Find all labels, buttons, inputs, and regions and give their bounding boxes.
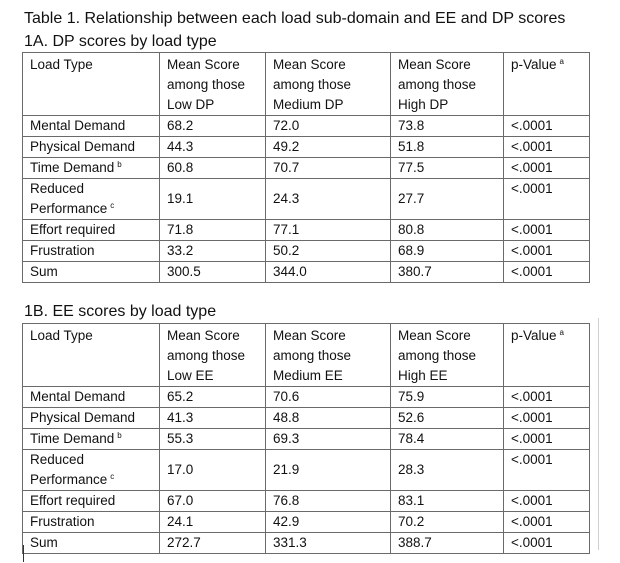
row-label-text: Frustration [30,514,95,529]
footnote-marker: b [117,159,122,169]
cell-p-value [504,533,590,554]
cell-value: <.0001 [511,181,553,196]
header-line: Low DP [167,97,215,112]
cell-value: 70.7 [273,160,300,175]
cell-value: 331.3 [273,535,307,550]
cell-value: 75.9 [398,389,425,404]
cell-value: 388.7 [398,535,432,550]
cell-medium [266,533,391,554]
cell-value: 272.7 [167,535,201,550]
cell-value: 77.1 [273,222,300,237]
cell-medium [266,512,391,533]
ee-scores-table [22,323,590,554]
header-line: High EE [398,368,448,383]
header-label: p-Value [511,328,557,343]
cell-medium [266,179,391,220]
cell-p-value [504,220,590,241]
cell-value: 19.1 [167,191,194,206]
cell-value: 60.8 [167,160,194,175]
table-row [23,533,590,554]
header-line: Medium EE [273,368,343,383]
cell-value: 71.8 [167,222,194,237]
row-label-text: Time Demand [30,160,115,175]
row-label [23,387,160,408]
table-a-caption: 1A. DP scores by load type [24,33,217,50]
header-load-type [23,53,160,116]
cell-value: 73.8 [398,118,425,133]
footnote-marker: a [559,327,564,337]
table-row [23,116,590,137]
cell-low [160,512,266,533]
header-low [160,53,266,116]
row-label-line: Reduced [30,181,85,196]
cell-high [391,512,504,533]
cell-p-value [504,387,590,408]
cell-value: <.0001 [511,493,553,508]
cell-value: 77.5 [398,160,425,175]
header-high [391,53,504,116]
row-label [23,262,160,283]
cell-value: 50.2 [273,243,300,258]
cell-value: 48.8 [273,410,300,425]
cell-value: 55.3 [167,431,194,446]
row-label [23,137,160,158]
row-label-text: Mental Demand [30,118,126,133]
cell-medium [266,262,391,283]
cell-high [391,220,504,241]
header-line: among those [273,77,352,92]
cell-value: 33.2 [167,243,194,258]
cell-p-value [504,158,590,179]
cell-value: 42.9 [273,514,300,529]
cell-medium [266,137,391,158]
header-line: Mean Score [398,57,471,72]
cell-value: 344.0 [273,264,307,279]
row-label-text: Mental Demand [30,389,126,404]
header-line: among those [273,348,352,363]
header-line: among those [167,348,246,363]
cell-low [160,491,266,512]
cell-p-value [504,262,590,283]
row-label [23,408,160,429]
footnote-marker: b [117,430,122,440]
cell-medium [266,158,391,179]
cell-high [391,429,504,450]
cell-value: <.0001 [511,431,553,446]
table-row [23,408,590,429]
cell-value: 70.2 [398,514,425,529]
header-label: Load Type [30,57,93,72]
cell-high [391,408,504,429]
table-row [23,262,590,283]
cell-value: <.0001 [511,514,553,529]
cell-medium [266,241,391,262]
header-line: among those [398,348,477,363]
cell-medium [266,429,391,450]
header-line: Low EE [167,368,214,383]
cell-low [160,220,266,241]
header-load-type [23,324,160,387]
cell-low [160,408,266,429]
table-row [23,158,590,179]
header-line: High DP [398,97,449,112]
cell-value: 68.2 [167,118,194,133]
table-row [23,491,590,512]
table-row [23,179,590,220]
cell-value: 300.5 [167,264,201,279]
cell-p-value [504,116,590,137]
cell-high [391,158,504,179]
cell-high [391,387,504,408]
cell-medium [266,220,391,241]
cell-value: 70.6 [273,389,300,404]
cell-p-value [504,491,590,512]
table-row [23,450,590,491]
cell-medium [266,116,391,137]
row-label-text: Sum [30,264,58,279]
cell-value: 80.8 [398,222,425,237]
cell-value: 17.0 [167,462,194,477]
row-label-text: Physical Demand [30,410,136,425]
header-medium [266,53,391,116]
header-p-value [504,324,590,387]
table-row [23,512,590,533]
row-label-text: Time Demand [30,431,115,446]
cell-value: <.0001 [511,452,553,467]
cell-high [391,179,504,220]
cell-p-value [504,137,590,158]
cell-value: 65.2 [167,389,194,404]
cell-value: <.0001 [511,243,553,258]
table-b-caption: 1B. EE scores by load type [24,303,217,320]
table-title: Table 1. Relationship between each load sub-domain and EE and DP scores [24,10,566,27]
header-line: Medium DP [273,97,344,112]
row-label [23,220,160,241]
table-row [23,137,590,158]
cell-p-value [504,179,590,220]
cell-value: 380.7 [398,264,432,279]
cell-value: <.0001 [511,264,553,279]
header-line: Mean Score [273,328,346,343]
row-label-text: Effort required [30,493,116,508]
cell-value: 51.8 [398,139,425,154]
header-low [160,324,266,387]
row-label [23,179,160,220]
cell-value: 44.3 [167,139,194,154]
cell-high [391,450,504,491]
header-label: Load Type [30,328,93,343]
cell-low [160,137,266,158]
cell-high [391,262,504,283]
cell-value: 27.7 [398,191,425,206]
row-label [23,158,160,179]
cell-value: 67.0 [167,493,194,508]
cell-value: 78.4 [398,431,425,446]
header-line: Mean Score [167,328,240,343]
text-cursor [23,545,24,562]
row-label [23,491,160,512]
cell-high [391,533,504,554]
cell-p-value [504,450,590,491]
header-high [391,324,504,387]
cell-value: <.0001 [511,535,553,550]
row-label-text: Frustration [30,243,95,258]
cell-value: 69.3 [273,431,300,446]
cell-high [391,116,504,137]
cell-value: 68.9 [398,243,425,258]
cell-p-value [504,512,590,533]
cell-high [391,241,504,262]
header-row [23,53,590,116]
cell-value: 49.2 [273,139,300,154]
cell-p-value [504,429,590,450]
table-row [23,429,590,450]
header-line: among those [167,77,246,92]
cell-high [391,491,504,512]
table-row [23,220,590,241]
cell-low [160,158,266,179]
row-label [23,512,160,533]
row-label-line-wrap [30,470,155,490]
cell-low [160,450,266,491]
header-medium [266,324,391,387]
row-label-line-wrap [30,199,155,219]
cell-value: <.0001 [511,389,553,404]
cell-value: 41.3 [167,410,194,425]
row-label-line: Performance [30,472,108,487]
footnote-marker: c [110,200,115,210]
row-label [23,241,160,262]
table-row [23,387,590,408]
row-label [23,429,160,450]
cell-value: 21.9 [273,462,300,477]
row-label [23,116,160,137]
header-line: among those [398,77,477,92]
cell-low [160,387,266,408]
cell-low [160,262,266,283]
table-row [23,241,590,262]
cell-value: 24.1 [167,514,194,529]
row-label [23,450,160,491]
cell-low [160,533,266,554]
header-label: p-Value [511,57,557,72]
cell-value: 72.0 [273,118,300,133]
cell-medium [266,408,391,429]
cell-p-value [504,241,590,262]
cell-value: 76.8 [273,493,300,508]
cell-value: 24.3 [273,191,300,206]
cell-high [391,137,504,158]
cell-value: 83.1 [398,493,425,508]
cell-value: <.0001 [511,410,553,425]
footnote-marker: a [559,56,564,66]
header-line: Mean Score [167,57,240,72]
cell-medium [266,491,391,512]
cell-value: <.0001 [511,160,553,175]
cell-value: 52.6 [398,410,425,425]
cell-value: <.0001 [511,222,553,237]
header-row [23,324,590,387]
page-edge-line [598,318,599,550]
header-p-value [504,53,590,116]
cell-p-value [504,408,590,429]
cell-medium [266,387,391,408]
cell-value: 28.3 [398,462,425,477]
cell-value: <.0001 [511,118,553,133]
row-label [23,533,160,554]
cell-low [160,241,266,262]
dp-scores-table [22,52,590,283]
row-label-line: Reduced [30,452,85,467]
cell-low [160,429,266,450]
row-label-text: Effort required [30,222,116,237]
row-label-text: Sum [30,535,58,550]
cell-medium [266,450,391,491]
row-label-line: Performance [30,201,108,216]
cell-low [160,179,266,220]
header-line: Mean Score [398,328,471,343]
cell-low [160,116,266,137]
header-line: Mean Score [273,57,346,72]
footnote-marker: c [110,471,115,481]
row-label-text: Physical Demand [30,139,136,154]
cell-value: <.0001 [511,139,553,154]
